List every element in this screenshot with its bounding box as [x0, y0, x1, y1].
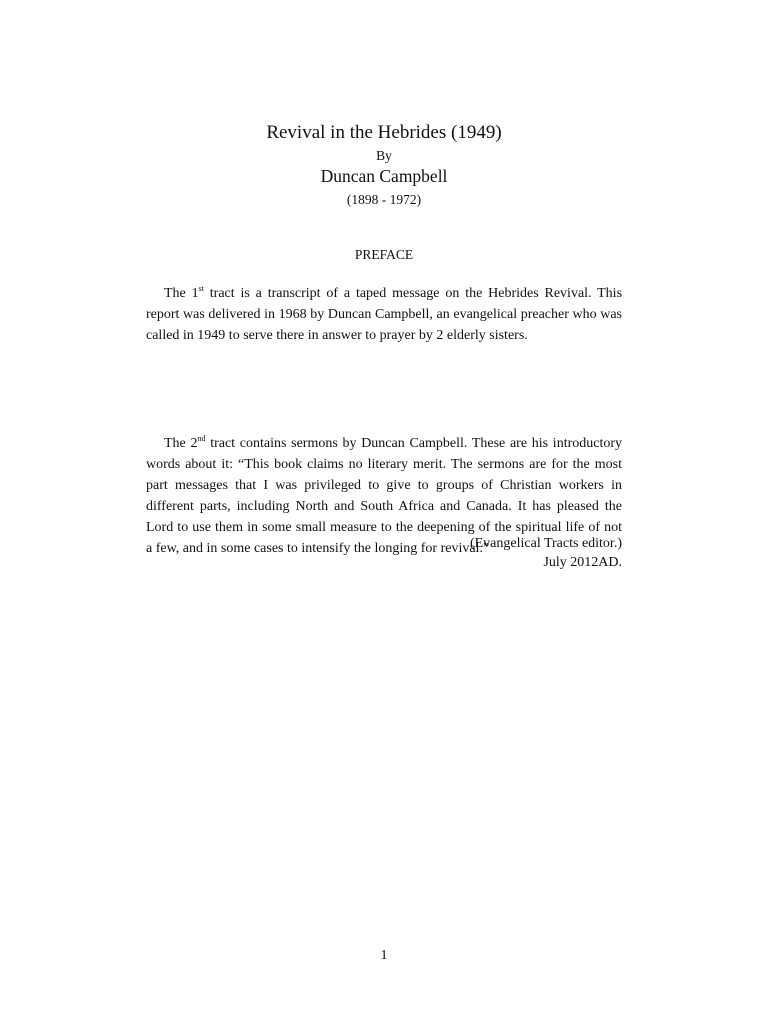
paragraph-2-text: tract contains sermons by Duncan Campbell. These are his introductory words about it: “This book claims no literary merit. The sermons are for the most part messages that I was privileged to give to groups of Christian workers in different parts, including North and South Africa and Canada. It has pleased the Lord to use them in some small measure to the deepening of the spiritual life of not a few, and in some cases to intensify the longing for revival.”	[146, 436, 623, 556]
author-name: Duncan Campbell	[320, 166, 448, 186]
paragraph-1-superscript: st	[198, 284, 204, 293]
preface-paragraph-1	[146, 283, 622, 346]
section-heading: PREFACE	[354, 247, 414, 262]
document-title: Revival in the Hebrides (1949)	[266, 122, 502, 143]
paragraph-1-text: tract is a transcript of a taped message on the Hebrides Revival. This report was delivered in 1968 by Duncan Campbell, an evangelical preacher who was called in 1949 to serve there in answer to prayer by 2 elderly sisters.	[146, 286, 623, 343]
signature-date: July 2012AD.	[543, 555, 622, 570]
byline-label: By	[376, 148, 392, 163]
paragraph-2-superscript: nd	[197, 434, 206, 443]
paragraph-2-lead: The 2	[164, 436, 198, 451]
paragraph-1-lead: The 1	[164, 286, 199, 301]
author-dates: (1898 - 1972)	[346, 192, 422, 207]
signature-editor: (Evangelical Tracts editor.)	[469, 536, 622, 551]
page-number: 1	[380, 948, 388, 963]
